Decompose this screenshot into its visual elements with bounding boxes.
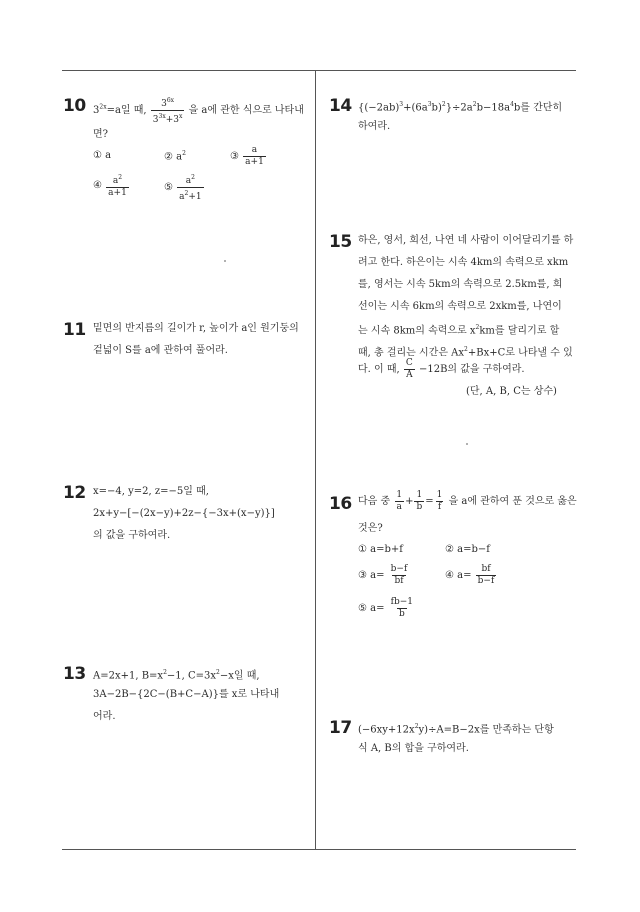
question-line: 3A−2B−{2C−(B+C−A)}를 x로 나타내: [93, 689, 280, 700]
stray-dot: [224, 260, 226, 262]
question-line: 어라.: [93, 711, 116, 722]
question-line: $\{(-2ab)^3+(6a^3b)^2\}\div 2a^2b-18a^4b$를 간단히: [358, 101, 563, 114]
question-number: 12: [63, 483, 86, 503]
option-4: ④ a= $\frac{bf}{b-f}$: [445, 564, 495, 586]
question-line: 밑면의 반지름의 길이가 r, 높이가 a인 원기둥의: [93, 323, 299, 334]
question-line: 선이는 시속 6km의 속력으로 2xkm를, 나연이: [358, 301, 562, 312]
question-note: (단, A, B, C는 상수): [466, 386, 557, 397]
question-number: 10: [63, 96, 86, 116]
option-3: ③ a= $\frac{b-f}{bf}$: [358, 564, 408, 586]
question-line: x=−4, y=2, z=−5일 때,: [93, 486, 209, 497]
question-line: 다음 중 $\frac{1}{a}$ + $\frac{1}{b}$ = $\frac{1}{f}$ 을 a에 관하여 푼 것으로 옳은: [358, 490, 577, 512]
column-divider: [315, 70, 316, 849]
question-number: 11: [63, 320, 86, 340]
question-line: 2x+y−[−(2x−y)+2z−{−3x+(x−y)}]: [93, 508, 275, 519]
stray-dot: [466, 443, 468, 445]
question-line: 것은?: [358, 523, 383, 534]
question-line: 하여라.: [358, 121, 391, 132]
question-stem-cont: 면?: [93, 129, 109, 140]
question-line: 때, 총 걸리는 시간은 $Ax^2+Bx+C$로 나타낼 수 있: [358, 346, 573, 359]
option-1: ① a=b+f: [358, 544, 403, 555]
question-number: 16: [329, 494, 352, 514]
top-rule: [62, 70, 576, 71]
question-number: 14: [329, 96, 352, 116]
question-line: $(-6xy+12x^2y)\div A=B-2x$를 만족하는 단항: [358, 723, 554, 736]
question-line: 겉넓이 S를 a에 관하여 풀어라.: [93, 345, 228, 356]
option-2: ② a=b−f: [445, 544, 490, 555]
option-1: ① a: [93, 150, 112, 161]
question-line: 식 A, B의 합을 구하여라.: [358, 743, 469, 754]
question-number: 15: [329, 232, 352, 252]
bottom-rule: [62, 849, 576, 850]
option-2: ② $a^2$: [164, 150, 186, 163]
question-line: 려고 한다. 하은이는 시속 4km의 속력으로 xkm: [358, 257, 569, 268]
question-line: 의 값을 구하여라.: [93, 530, 171, 541]
question-line: 하은, 영서, 희선, 나연 네 사람이 이어달리기를 하: [358, 235, 574, 246]
question-number: 13: [63, 664, 86, 684]
option-4: ④ $\frac{a^2}{a+1}$: [93, 174, 127, 198]
question-line: 를, 영서는 시속 5km의 속력으로 2.5km를, 희: [358, 279, 563, 290]
question-line: A=2x+1, $B=x^2-1$, $C=3x^2-x$일 때,: [93, 669, 260, 682]
option-3: ③ $\frac{a}{a+1}$: [230, 145, 264, 167]
question-line: 는 시속 8km의 속력으로 $x^2km$를 달리기로 할: [358, 324, 560, 337]
question-stem: $3^{2x}=a$일 때, $\frac{3^{6x}}{3^{3x}+3^x}$ 을 a에 관한 식으로 나타내: [93, 97, 304, 125]
fraction: $\frac{3^{6x}}{3^{3x}+3^x}$: [152, 97, 183, 125]
option-5: ⑤ a= $\frac{fb-1}{b}$: [358, 597, 414, 619]
option-5: ⑤ $\frac{a^2}{a^2+1}$: [164, 174, 202, 202]
question-number: 17: [329, 718, 352, 738]
question-line: 다. 이 때, $\frac{C}{A}$ −12B의 값을 구하여라.: [358, 358, 525, 380]
